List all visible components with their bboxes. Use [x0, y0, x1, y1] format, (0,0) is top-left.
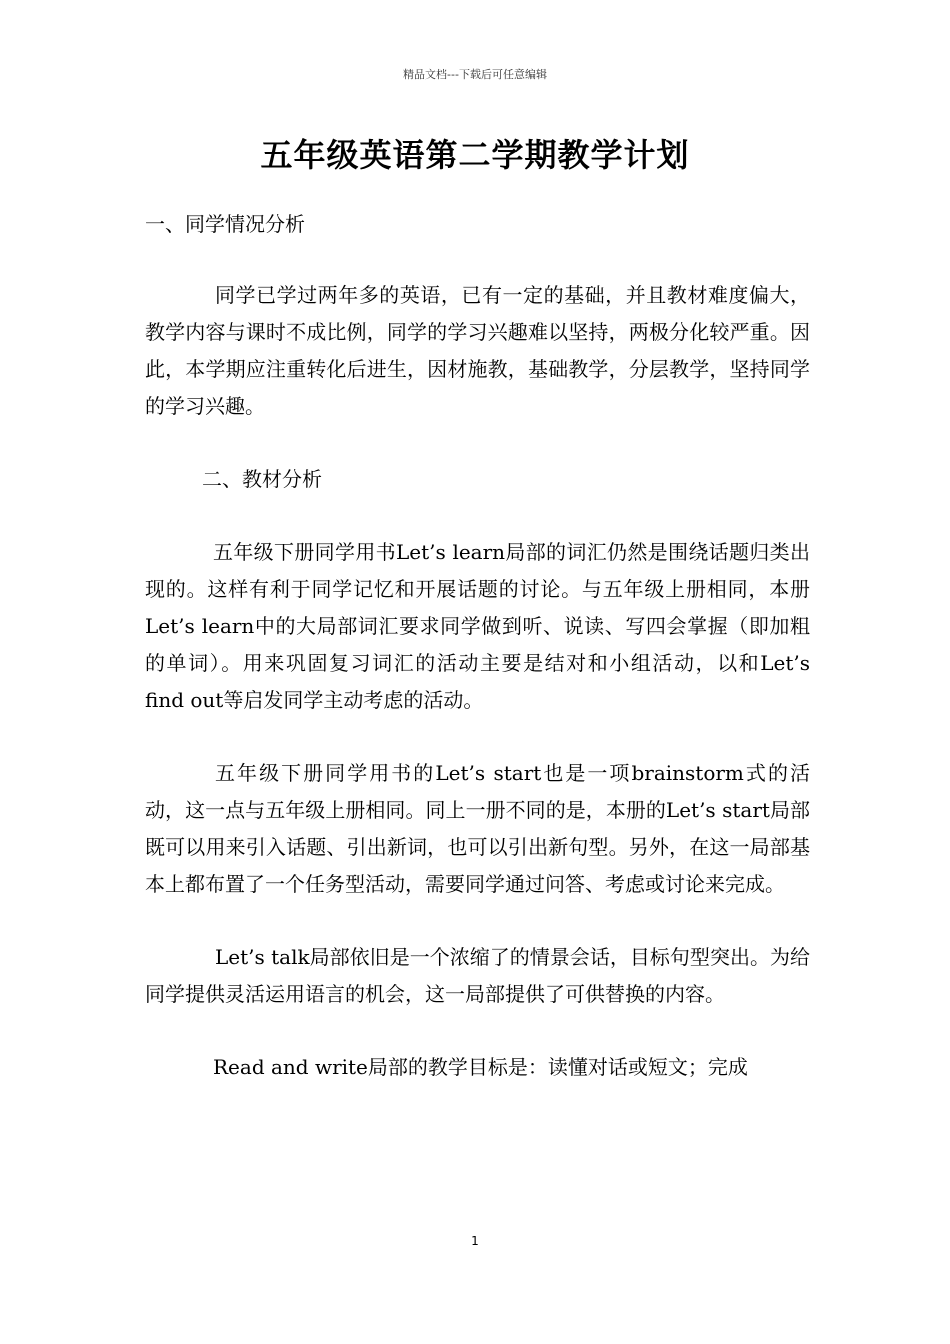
paragraph-read-and-write: Read and write局部的教学目标是：读懂对话或短文；完成	[213, 1055, 748, 1079]
section-heading-student-analysis: 一、同学情况分析	[145, 212, 305, 236]
document-body	[145, 200, 810, 1086]
paragraph-lets-talk: Let’s talk局部依旧是一个浓缩了的情景会话，目标句型突出。为给同学提供灵活运用语言的机会，这一局部提供了可供替换的内容。	[145, 945, 810, 1006]
paragraph-lets-start: 五年级下册同学用书的Let’s start也是一项brainstorm式的活动，这一点与五年级上册相同。同上一册不同的是，本册的Let’s start局部既可以用来引入话题、引出新词，也可以引出新句型。另外，在这一局部基本上都布置了一个任务型活动，需要同学通过问答、考虑或讨论来完成。	[145, 761, 810, 896]
page-number: 1	[471, 1234, 479, 1248]
document-title: 五年级英语第二学期教学计划	[260, 136, 690, 174]
page-header: 精品文档---下载后可任意编辑	[403, 68, 547, 81]
section-heading-textbook-analysis: 二、教材分析	[202, 467, 322, 491]
paragraph-lets-learn: 五年级下册同学用书Let’s learn局部的词汇仍然是围绕话题归类出现的。这样有利于同学记忆和开展话题的讨论。与五年级上册相同，本册Let’s learn中的大局部词汇要求同学做到听、说读、写四会掌握（即加粗的单词）。用来巩固复习词汇的活动主要是结对和小组活动，以和Let’s find out等启发同学主动考虑的活动。	[145, 540, 810, 712]
paragraph-student-analysis: 同学已学过两年多的英语，已有一定的基础，并且教材难度偏大，教学内容与课时不成比例，同学的学习兴趣难以坚持，两极分化较严重。因此，本学期应注重转化后进生，因材施教，基础教学，分层教学，坚持同学的学习兴趣。	[145, 283, 810, 418]
